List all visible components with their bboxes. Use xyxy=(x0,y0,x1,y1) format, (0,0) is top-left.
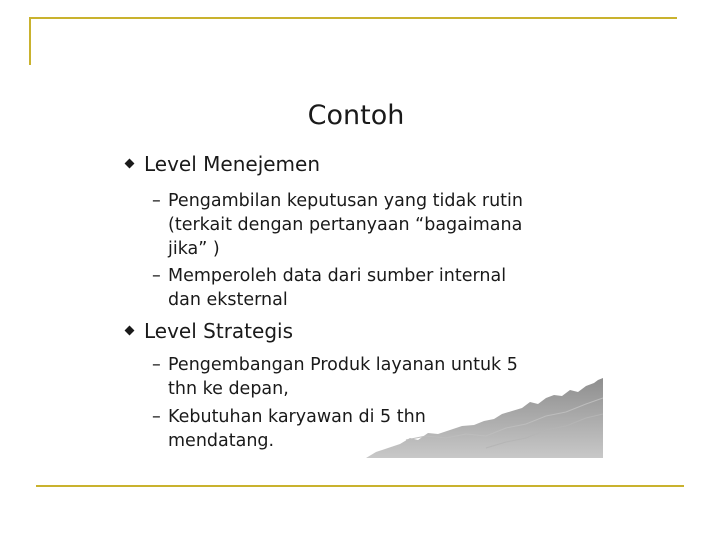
frame-bottom-line xyxy=(36,485,684,487)
diamond-bullet-icon xyxy=(125,159,135,169)
dash-bullet: – xyxy=(152,355,161,375)
slide-title: Contoh xyxy=(307,100,405,131)
sub-bullet-line: Kebutuhan karyawan di 5 thn xyxy=(168,407,426,427)
dash-bullet: – xyxy=(152,407,161,427)
sub-bullet-line: dan eksternal xyxy=(168,290,288,310)
section-heading: Level Menejemen xyxy=(144,152,321,176)
sub-bullet-line: jika” ) xyxy=(168,239,220,259)
sub-bullet-line: Pengambilan keputusan yang tidak rutin xyxy=(168,191,523,211)
dash-bullet: – xyxy=(152,191,161,211)
sub-bullet-line: mendatang. xyxy=(168,431,275,451)
section-heading: Level Strategis xyxy=(144,319,293,343)
sub-bullet-line: Memperoleh data dari sumber internal xyxy=(168,266,507,286)
sub-bullet-line: (terkait dengan pertanyaan “bagaimana xyxy=(168,215,523,235)
frame-left-line xyxy=(29,17,31,65)
sub-bullet-line: Pengembangan Produk layanan untuk 5 xyxy=(168,355,518,375)
frame-top-line xyxy=(30,17,677,19)
dash-bullet: – xyxy=(152,266,161,286)
diamond-bullet-icon xyxy=(125,326,135,336)
sub-bullet-line: thn ke depan, xyxy=(168,379,289,399)
